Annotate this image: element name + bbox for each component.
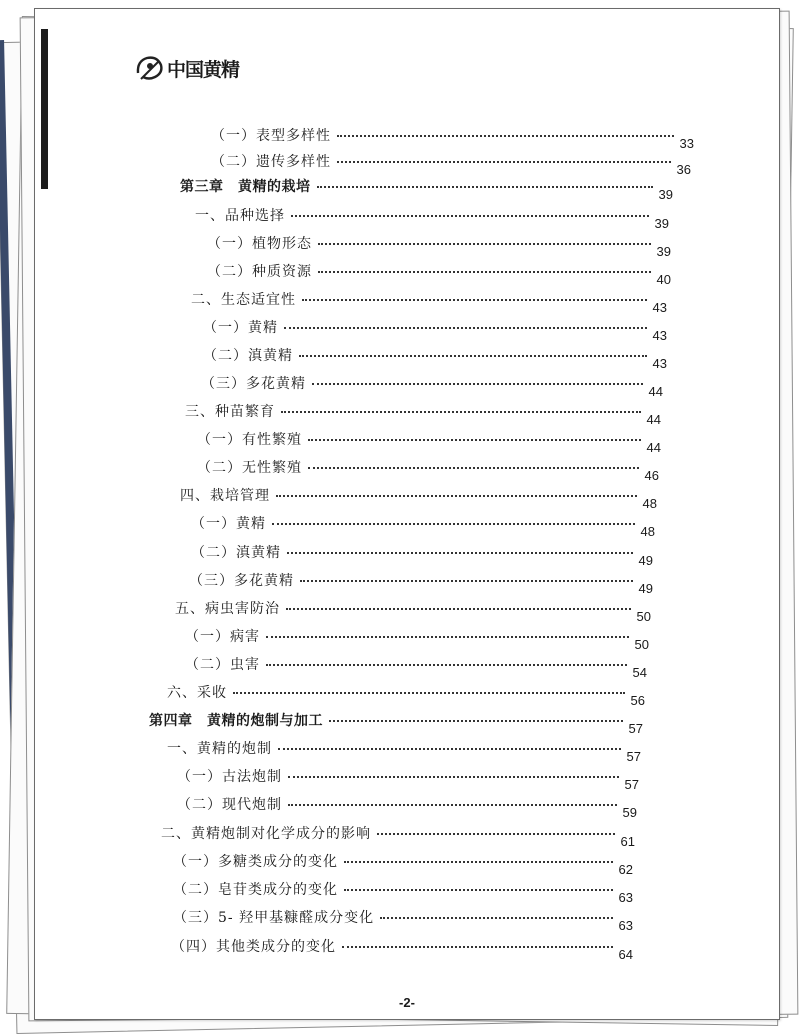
toc-entry-title: 三、种苗繁育 xyxy=(185,404,275,420)
toc-section-entry xyxy=(191,289,667,315)
toc-entry-title: 一、品种选择 xyxy=(195,208,285,224)
toc-leader-dots xyxy=(266,664,627,666)
toc-entry-title: （三）多花黄精 xyxy=(189,573,294,589)
toc-leader-dots xyxy=(308,467,639,469)
toc-entry-title: （三）5- 羟甲基糠醛成分变化 xyxy=(173,910,375,926)
toc-subsection-entry xyxy=(173,879,633,905)
toc-leader-dots xyxy=(284,327,647,329)
toc-subsection-entry xyxy=(207,233,671,259)
toc-leader-dots xyxy=(299,355,647,357)
toc-entry-page-number: 46 xyxy=(644,468,659,483)
toc-subsection-entry xyxy=(191,542,653,568)
toc-leader-dots xyxy=(302,299,647,301)
toc-entry-title: （二）种质资源 xyxy=(207,264,312,280)
toc-leader-dots xyxy=(233,692,625,694)
toc-subsection-entry xyxy=(201,373,663,399)
toc-entry-page-number: 59 xyxy=(622,805,637,820)
toc-subsection-entry xyxy=(197,429,661,455)
toc-entry-page-number: 63 xyxy=(618,890,633,905)
toc-entry-page-number: 40 xyxy=(656,272,671,287)
toc-entry-page-number: 48 xyxy=(642,496,657,511)
toc-entry-title: 二、黄精炮制对化学成分的影响 xyxy=(161,826,371,842)
toc-entry-page-number: 57 xyxy=(628,721,643,736)
toc-leader-dots xyxy=(337,135,674,137)
toc-leader-dots xyxy=(318,271,651,273)
toc-entry-page-number: 43 xyxy=(652,300,667,315)
toc-entry-title: 五、病虫害防治 xyxy=(175,601,280,617)
toc-leader-dots xyxy=(337,161,671,163)
toc-subsection-entry xyxy=(185,654,647,680)
toc-entry-page-number: 39 xyxy=(658,187,673,202)
toc-entry-title: （一）病害 xyxy=(185,629,260,645)
toc-section-entry xyxy=(175,598,651,624)
toc-subsection-entry xyxy=(197,457,659,483)
toc-entry-page-number: 61 xyxy=(620,834,635,849)
toc-entry-page-number: 57 xyxy=(626,749,641,764)
toc-entry-page-number: 54 xyxy=(632,665,647,680)
binding-edge xyxy=(41,29,48,189)
toc-entry-page-number: 64 xyxy=(618,947,633,962)
toc-subsection-entry xyxy=(211,125,694,151)
toc-leader-dots xyxy=(286,608,631,610)
toc-leader-dots xyxy=(291,215,649,217)
toc-leader-dots xyxy=(300,580,633,582)
toc-entry-page-number: 63 xyxy=(618,918,633,933)
toc-leader-dots xyxy=(287,552,633,554)
toc-entry-title: （二）滇黄精 xyxy=(203,348,293,364)
toc-entry-page-number: 49 xyxy=(638,581,653,596)
toc-entry-title: （一）有性繁殖 xyxy=(197,432,302,448)
toc-entry-page-number: 39 xyxy=(656,244,671,259)
document-page xyxy=(34,8,780,1020)
toc-subsection-entry xyxy=(171,936,633,962)
toc-leader-dots xyxy=(344,889,613,891)
toc-entry-page-number: 39 xyxy=(654,216,669,231)
toc-entry-title: （二）滇黄精 xyxy=(191,545,281,561)
toc-subsection-entry xyxy=(173,851,633,877)
toc-leader-dots xyxy=(281,411,641,413)
toc-section-entry xyxy=(167,738,641,764)
toc-subsection-entry xyxy=(203,317,667,343)
toc-entry-title: 四、栽培管理 xyxy=(180,488,270,504)
toc-entry-title: 第三章 黄精的栽培 xyxy=(180,178,311,194)
toc-entry-title: （一）黄精 xyxy=(191,516,266,532)
toc-entry-title: （二）无性繁殖 xyxy=(197,460,302,476)
toc-leader-dots xyxy=(288,776,619,778)
toc-entry-title: （一）古法炮制 xyxy=(177,769,282,785)
toc-entry-title: （二）遗传多样性 xyxy=(211,154,331,170)
logo-text: 中国黄精 xyxy=(167,58,240,81)
toc-entry-page-number: 62 xyxy=(618,862,633,877)
toc-subsection-entry xyxy=(177,794,637,820)
toc-entry-title: 六、采收 xyxy=(167,685,227,701)
toc-entry-page-number: 36 xyxy=(676,162,691,177)
toc-section-entry xyxy=(195,205,669,231)
toc-section-entry xyxy=(180,485,657,511)
toc-entry-title: 一、黄精的炮制 xyxy=(167,741,272,757)
toc-entry-title: （二）现代炮制 xyxy=(177,797,282,813)
toc-leader-dots xyxy=(272,523,635,525)
toc-subsection-entry xyxy=(177,766,639,792)
toc-chapter-entry xyxy=(149,710,643,736)
toc-subsection-entry xyxy=(207,261,671,287)
header-logo xyxy=(135,51,239,85)
toc-entry-title: （三）多花黄精 xyxy=(201,376,306,392)
toc-leader-dots xyxy=(318,243,651,245)
toc-subsection-entry xyxy=(211,151,691,177)
toc-leader-dots xyxy=(329,720,623,722)
toc-entry-page-number: 50 xyxy=(636,609,651,624)
toc-chapter-entry xyxy=(180,176,673,202)
toc-section-entry xyxy=(167,682,645,708)
toc-entry-title: （二）皂苷类成分的变化 xyxy=(173,882,338,898)
toc-section-entry xyxy=(185,401,661,427)
toc-subsection-entry xyxy=(185,626,649,652)
toc-entry-page-number: 44 xyxy=(648,384,663,399)
toc-entry-title: 二、生态适宜性 xyxy=(191,292,296,308)
toc-leader-dots xyxy=(308,439,641,441)
toc-entry-title: （一）表型多样性 xyxy=(211,128,331,144)
toc-entry-page-number: 43 xyxy=(652,328,667,343)
toc-subsection-entry xyxy=(173,907,633,933)
toc-entry-page-number: 48 xyxy=(640,524,655,539)
page-number: -2- xyxy=(399,995,415,1010)
toc-entry-title: 第四章 黄精的炮制与加工 xyxy=(149,712,323,728)
toc-leader-dots xyxy=(266,636,629,638)
toc-subsection-entry xyxy=(189,570,653,596)
logo-emblem-icon xyxy=(135,53,165,83)
toc-entry-title: （一）多糖类成分的变化 xyxy=(173,854,338,870)
toc-entry-title: （二）虫害 xyxy=(185,657,260,673)
toc-entry-page-number: 49 xyxy=(638,553,653,568)
toc-entry-title: （一）黄精 xyxy=(203,320,278,336)
toc-leader-dots xyxy=(344,861,613,863)
toc-subsection-entry xyxy=(203,345,667,371)
toc-entry-page-number: 43 xyxy=(652,356,667,371)
toc-leader-dots xyxy=(312,383,643,385)
toc-entry-page-number: 44 xyxy=(646,412,661,427)
toc-entry-page-number: 44 xyxy=(646,440,661,455)
toc-leader-dots xyxy=(317,186,653,188)
toc-entry-title: （一）植物形态 xyxy=(207,236,312,252)
toc-section-entry xyxy=(161,823,635,849)
toc-entry-title: （四）其他类成分的变化 xyxy=(171,939,336,955)
toc-leader-dots xyxy=(342,946,613,948)
toc-leader-dots xyxy=(276,495,637,497)
toc-leader-dots xyxy=(380,917,612,919)
toc-entry-page-number: 50 xyxy=(634,637,649,652)
toc-subsection-entry xyxy=(191,513,655,539)
toc-entry-page-number: 56 xyxy=(630,693,645,708)
toc-leader-dots xyxy=(377,833,615,835)
toc-entry-page-number: 57 xyxy=(624,777,639,792)
toc-leader-dots xyxy=(288,804,617,806)
toc-entry-page-number: 33 xyxy=(679,136,694,151)
toc-leader-dots xyxy=(278,748,621,750)
